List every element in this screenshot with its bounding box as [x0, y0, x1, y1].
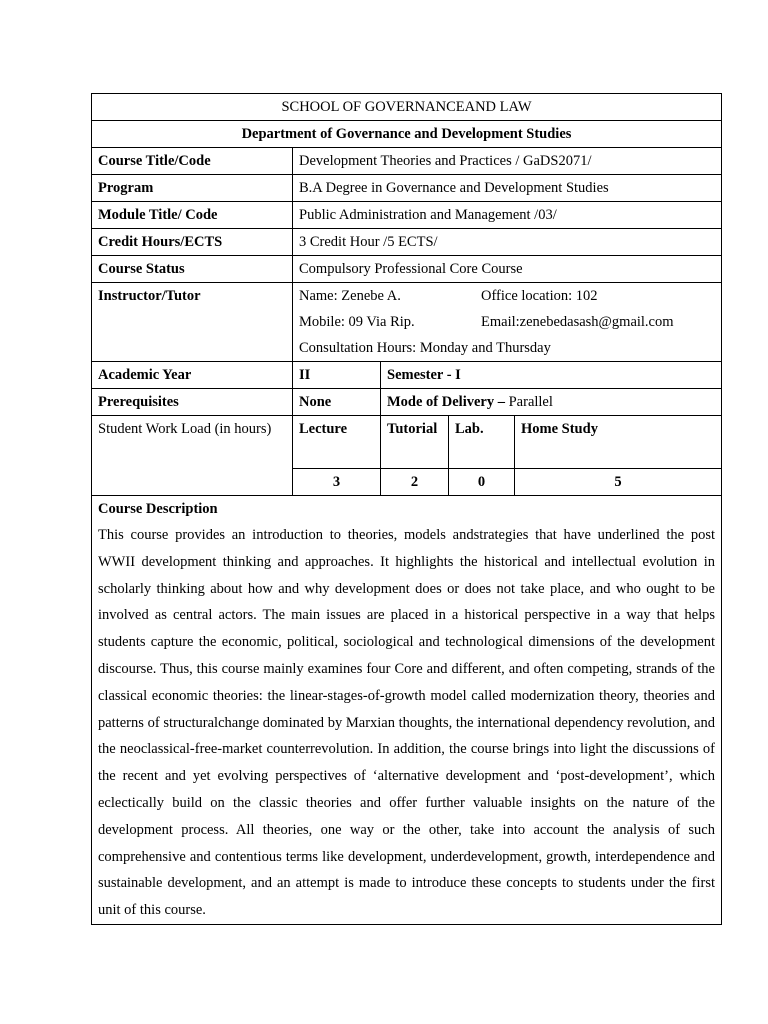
workload-value-lab: 0: [449, 469, 515, 496]
course-description: [92, 496, 722, 925]
status-label: Course Status: [92, 256, 293, 283]
academic-year-value: II: [293, 362, 381, 389]
instructor-details: [293, 283, 722, 362]
workload-header-lecture: Lecture: [293, 416, 381, 469]
description-row: [92, 496, 722, 925]
status-row: [92, 256, 722, 283]
instructor-line-2: [299, 309, 715, 335]
credit-row: [92, 229, 722, 256]
module-label: Module Title/ Code: [92, 202, 293, 229]
workload-value-tutorial: 2: [381, 469, 449, 496]
course-title-label: Course Title/Code: [92, 148, 293, 175]
credit-label: Credit Hours/ECTS: [92, 229, 293, 256]
program-label: Program: [92, 175, 293, 202]
instructor-label: Instructor/Tutor: [92, 283, 293, 362]
instructor-email: Email:zenebedasash@gmail.com: [481, 314, 674, 330]
course-info-table: [91, 93, 722, 925]
description-title: Course Description: [98, 501, 218, 517]
course-title-row: [92, 148, 722, 175]
program-row: [92, 175, 722, 202]
instructor-row: [92, 283, 722, 362]
description-body: This course provides an introduction to theories, models andstrategies that have underlined the post WWII development thinking and approaches. It highlights the historical and intellectual evolution in scholarly thinking about how and why development does or does not take place, and who ought to be involved as central actors. The main issues are placed in a historical perspective in a way that helps students capture the economic, political, sociological and technological dimensions of the development discourse. Thus, this course mainly examines four Core and different, and often competing, strands of the classical economic theories: the linear-stages-of-growth model called modernization theory, theories and patterns of structuralchange dominated by Marxian thoughts, the international dependency revolution, and the neoclassical-free-market counterrevolution. In addition, the course brings into light the discussions of the recent and yet evolving perspectives of ‘alternative development and ‘post-development’, which eclectically build on the classic theories and offer further valuable insights on the nature of the development process. All theories, one way or the other, take into account the analysis of such comprehensive and contentious terms like development, underdevelopment, growth, interdependence and sustainable development, and an attempt is made to introduce these concepts to students under the first unit of this course.: [98, 527, 715, 919]
credit-value: 3 Credit Hour /5 ECTS/: [293, 229, 722, 256]
prerequisites-value: None: [293, 389, 381, 416]
school-title: SCHOOL OF GOVERNANCEAND LAW: [92, 94, 722, 121]
course-outline-document: [91, 93, 721, 925]
department-row: [92, 121, 722, 148]
delivery-mode-label: Mode of Delivery –: [387, 394, 505, 410]
course-title-value: Development Theories and Practices / GaDS2071/: [293, 148, 722, 175]
workload-header-home-study: Home Study: [515, 416, 722, 469]
workload-header-lab: Lab.: [449, 416, 515, 469]
department-title: Department of Governance and Development Studies: [92, 121, 722, 148]
workload-label: Student Work Load (in hours): [92, 416, 293, 496]
instructor-name: Name: Zenebe A.: [299, 288, 401, 304]
academic-year-label: Academic Year: [92, 362, 293, 389]
instructor-mobile: Mobile: 09 Via Rip.: [299, 314, 415, 330]
module-row: [92, 202, 722, 229]
module-value: Public Administration and Management /03/: [293, 202, 722, 229]
office-location: Office location: 102: [481, 288, 598, 304]
program-value: B.A Degree in Governance and Development Studies: [293, 175, 722, 202]
instructor-line-1: [299, 283, 715, 309]
workload-header-row: [92, 416, 722, 469]
school-row: [92, 94, 722, 121]
prerequisites-label: Prerequisites: [92, 389, 293, 416]
workload-value-home-study: 5: [515, 469, 722, 496]
workload-value-lecture: 3: [293, 469, 381, 496]
academic-year-row: [92, 362, 722, 389]
prerequisites-row: [92, 389, 722, 416]
delivery-mode-value: Parallel: [504, 394, 553, 410]
status-value: Compulsory Professional Core Course: [293, 256, 722, 283]
semester-value: Semester - I: [381, 362, 722, 389]
workload-header-tutorial: Tutorial: [381, 416, 449, 469]
consultation-hours: Consultation Hours: Monday and Thursday: [299, 340, 551, 356]
delivery-mode: [381, 389, 722, 416]
